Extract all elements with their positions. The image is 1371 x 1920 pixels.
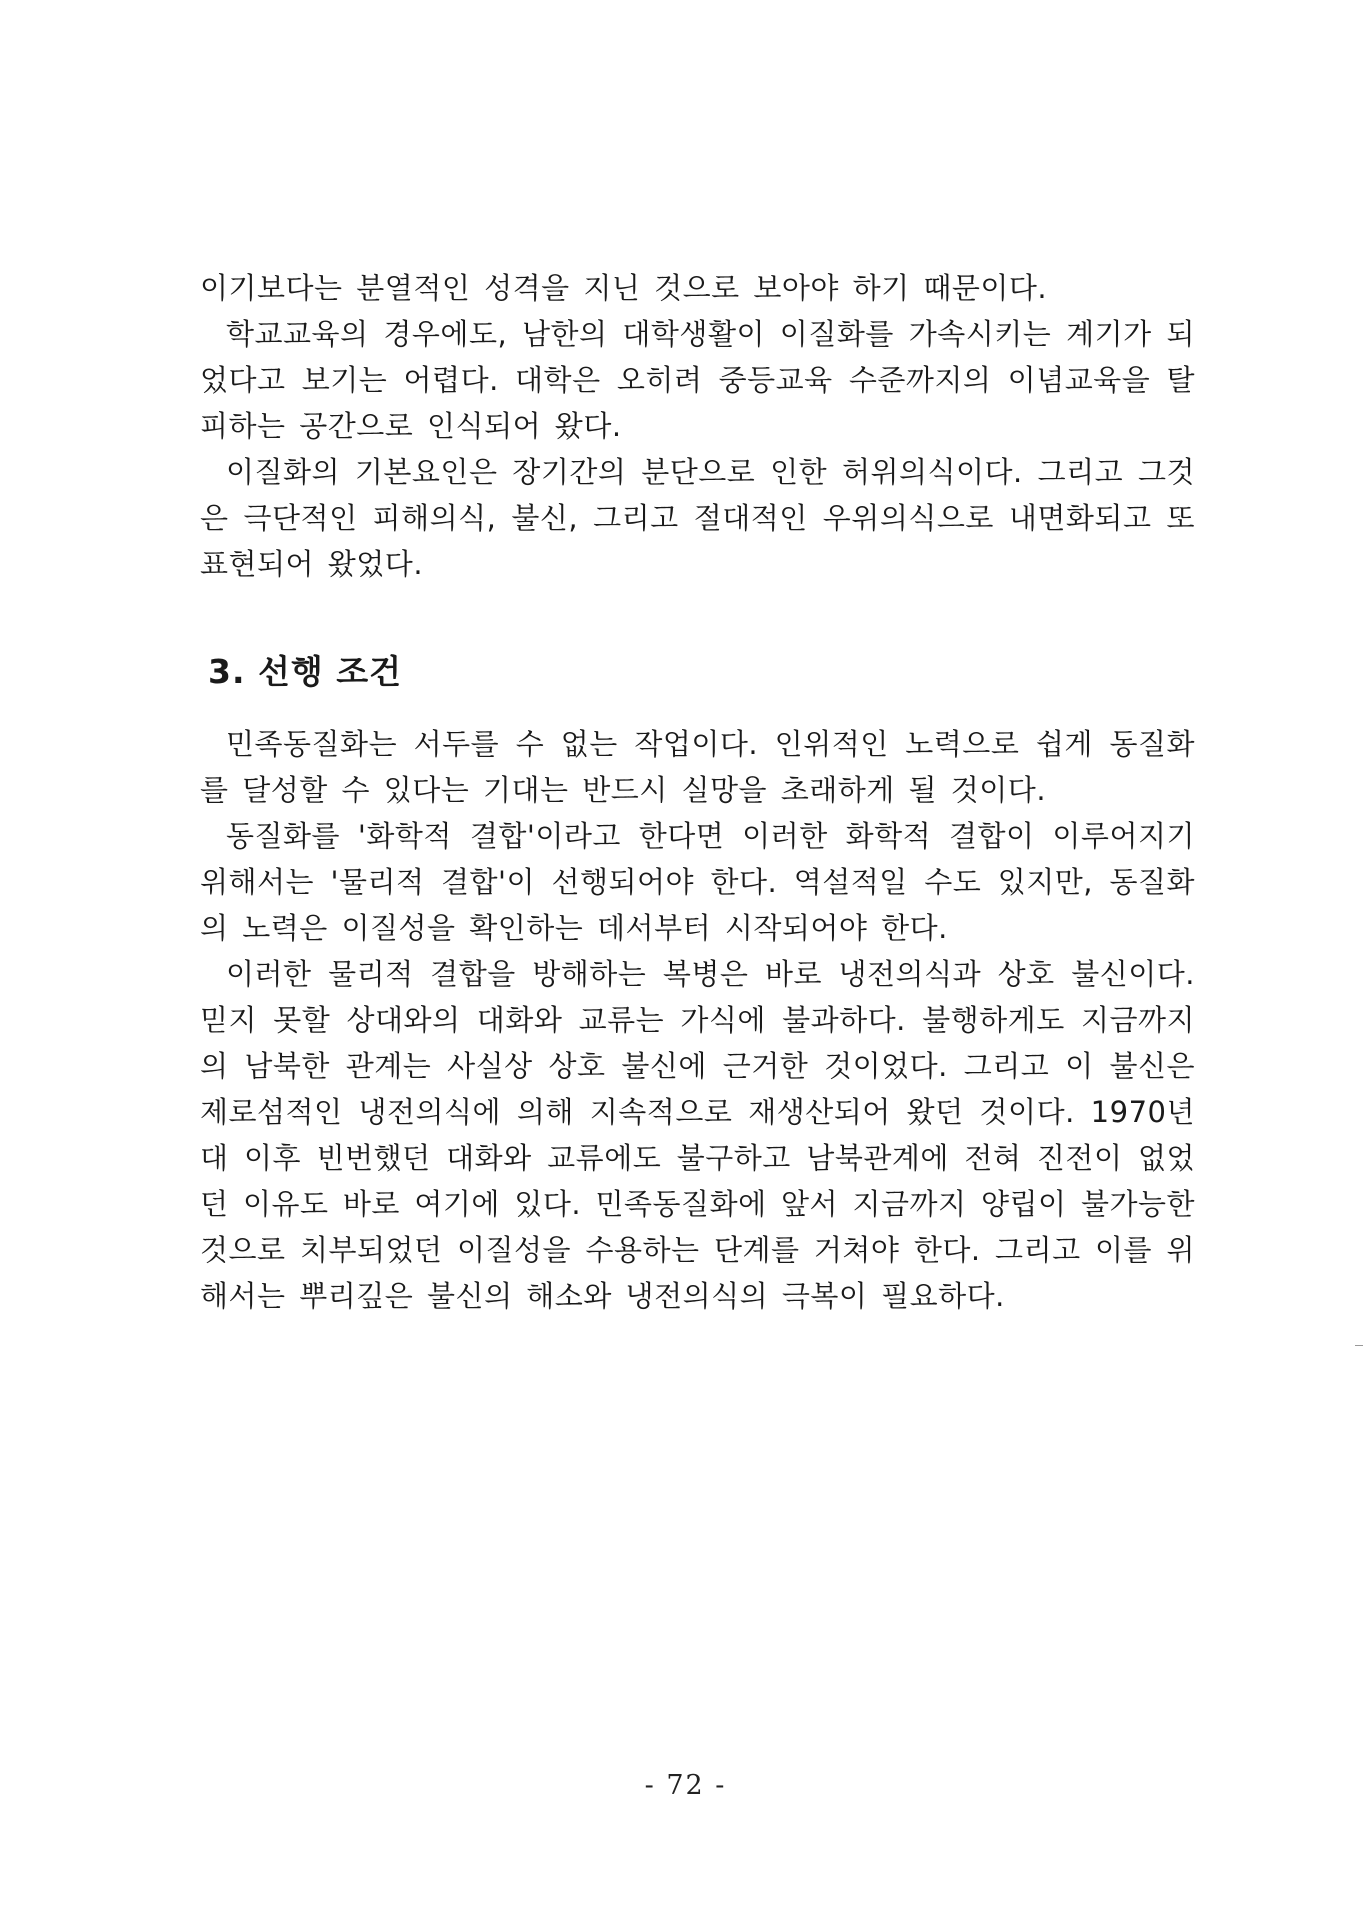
paragraph-chemical-physical-bond: 동질화를 '화학적 결합'이라고 한다면 이러한 화학적 결합이 이루어지기 위해서는 '물리적 결합'이 선행되어야 한다. 역설적일 수도 있지만, 동질화의 노력은 이질성을 확인하는 데서부터 시작되어야 한다. (200, 819, 1195, 945)
paragraph-heterogenization-factors: 이질화의 기본요인은 장기간의 분단으로 인한 허위의식이다. 그리고 그것은 극단적인 피해의식, 불신, 그리고 절대적인 우위의식으로 내면화되고 또 표현되어 왔었다. (200, 455, 1195, 581)
scan-edge-mark (1355, 1345, 1363, 1346)
paragraph-continuation: 이기보다는 분열적인 성격을 지닌 것으로 보아야 하기 때문이다. (200, 271, 1048, 305)
paragraph-cold-war-distrust: 이러한 물리적 결합을 방해하는 복병은 바로 냉전의식과 상호 불신이다. 믿지 못할 상대와의 대화와 교류는 가식에 불과하다. 불행하게도 지금까지의 남북한 관계는 사실상 상호 불신에 근거한 것이었다. 그리고 이 불신은 제로섬적인 냉전의식에 의해 지속적으로 재생산되어 왔던 것이다. 1970년대 이후 빈번했던 대화와 교류에도 불구하고 남북관계에 전혀 진전이 없었던 이유도 바로 여기에 있다. 민족동질화에 앞서 지금까지 양립이 불가능한 것으로 치부되었던 이질성을 수용하는 단계를 거쳐야 한다. 그리고 이를 위해서는 뿌리깊은 불신의 해소와 냉전의식의 극복이 필요하다. (200, 957, 1195, 1313)
body-text (200, 265, 1195, 1319)
page-number: - 72 - (644, 1770, 727, 1801)
section-heading: 3. 선행 조건 (208, 652, 402, 691)
paragraph-school-education: 학교교육의 경우에도, 남한의 대학생활이 이질화를 가속시키는 계기가 되었다고 보기는 어렵다. 대학은 오히려 중등교육 수준까지의 이념교육을 탈피하는 공간으로 인식되어 왔다. (200, 317, 1195, 443)
paragraph-national-homogenization: 민족동질화는 서두를 수 없는 작업이다. 인위적인 노력으로 쉽게 동질화를 달성할 수 있다는 기대는 반드시 실망을 초래하게 될 것이다. (200, 727, 1195, 807)
